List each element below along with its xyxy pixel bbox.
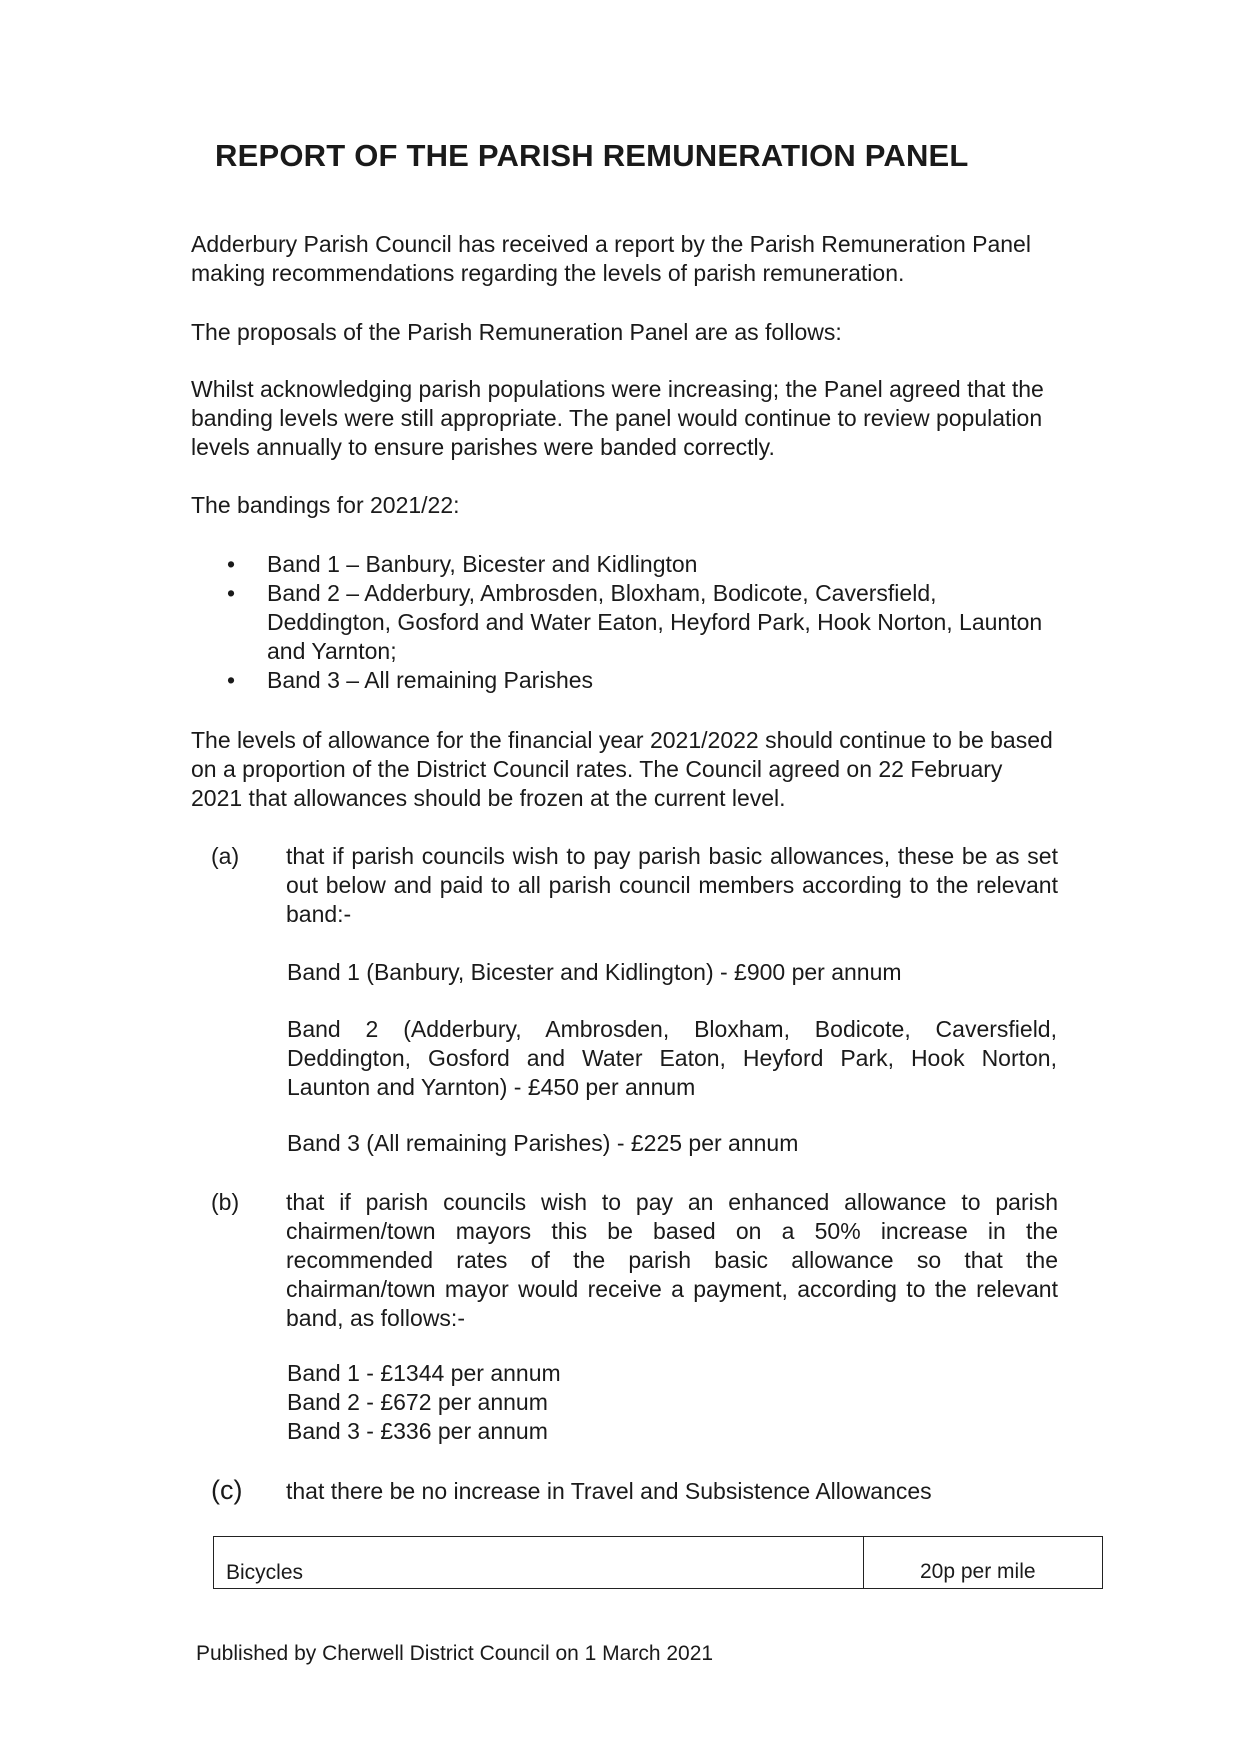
banding-text: Band 1 – Banbury, Bicester and Kidlington <box>267 551 698 577</box>
bullet-icon: • <box>227 551 236 577</box>
item-a-label: (a) <box>211 843 240 869</box>
bandings-heading: The bandings for 2021/22: <box>191 492 460 518</box>
item-b-band3: Band 3 - £336 per annum <box>287 1418 548 1444</box>
list-item <box>191 579 1051 666</box>
acknowledgement-paragraph: Whilst acknowledging parish populations were increasing; the Panel agreed that the banding levels were still appropriate. The panel would continue to review population levels annually to ensure parishes were banded correctly. <box>191 376 1044 460</box>
item-b-label: (b) <box>211 1189 240 1215</box>
page-title: REPORT OF THE PARISH REMUNERATION PANEL <box>215 138 969 173</box>
bandings-list <box>191 550 1051 695</box>
table-cell-rate: 20p per mile <box>920 1560 1036 1583</box>
intro-paragraph: Adderbury Parish Council has received a report by the Parish Remuneration Panel making recommendations regarding the levels of parish remuneration. <box>191 231 1031 286</box>
list-item <box>191 550 1051 579</box>
banding-text: Band 3 – All remaining Parishes <box>267 667 594 693</box>
item-c-label: (c) <box>211 1475 243 1505</box>
item-a-text: that if parish councils wish to pay parish basic allowances, these be as set out below and paid to all parish council members according to the relevant band:- <box>286 843 1058 927</box>
proposals-intro: The proposals of the Parish Remuneration Panel are as follows: <box>191 319 842 345</box>
item-a-band3: Band 3 (All remaining Parishes) - £225 per annum <box>287 1130 799 1156</box>
travel-allowance-table <box>213 1536 1103 1589</box>
item-a-band1: Band 1 (Banbury, Bicester and Kidlington) - £900 per annum <box>287 959 902 985</box>
item-b-band2: Band 2 - £672 per annum <box>287 1389 548 1415</box>
allowance-levels-paragraph: The levels of allowance for the financial year 2021/2022 should continue to be based on a proportion of the District Council rates. The Council agreed on 22 February 2021 that allowances should be frozen at the current level. <box>191 727 1053 811</box>
banding-text: Band 2 – Adderbury, Ambrosden, Bloxham, Bodicote, Caversfield, Deddington, Gosford and Water Eaton, Heyford Park, Hook Norton, Launton and Yarnton; <box>267 580 1043 664</box>
footer-published: Published by Cherwell District Council on 1 March 2021 <box>196 1642 714 1665</box>
table-cell-item: Bicycles <box>226 1561 304 1584</box>
item-c-text: that there be no increase in Travel and Subsistence Allowances <box>286 1478 932 1504</box>
item-b-text: that if parish councils wish to pay an enhanced allowance to parish chairmen/town mayors this be based on a 50% increase in the recommended rates of the parish basic allowance so that the chairman/town mayor would receive a payment, according to the relevant band, as follows:- <box>286 1189 1058 1331</box>
bullet-icon: • <box>227 580 236 606</box>
item-a-band2: Band 2 (Adderbury, Ambrosden, Bloxham, Bodicote, Caversfield, Deddington, Gosford and Water Eaton, Heyford Park, Hook Norton, Launton and Yarnton) - £450 per annum <box>287 1016 1057 1100</box>
table-divider <box>863 1537 864 1588</box>
list-item <box>191 666 1051 695</box>
item-b-band1: Band 1 - £1344 per annum <box>287 1360 561 1386</box>
bullet-icon: • <box>227 667 236 693</box>
